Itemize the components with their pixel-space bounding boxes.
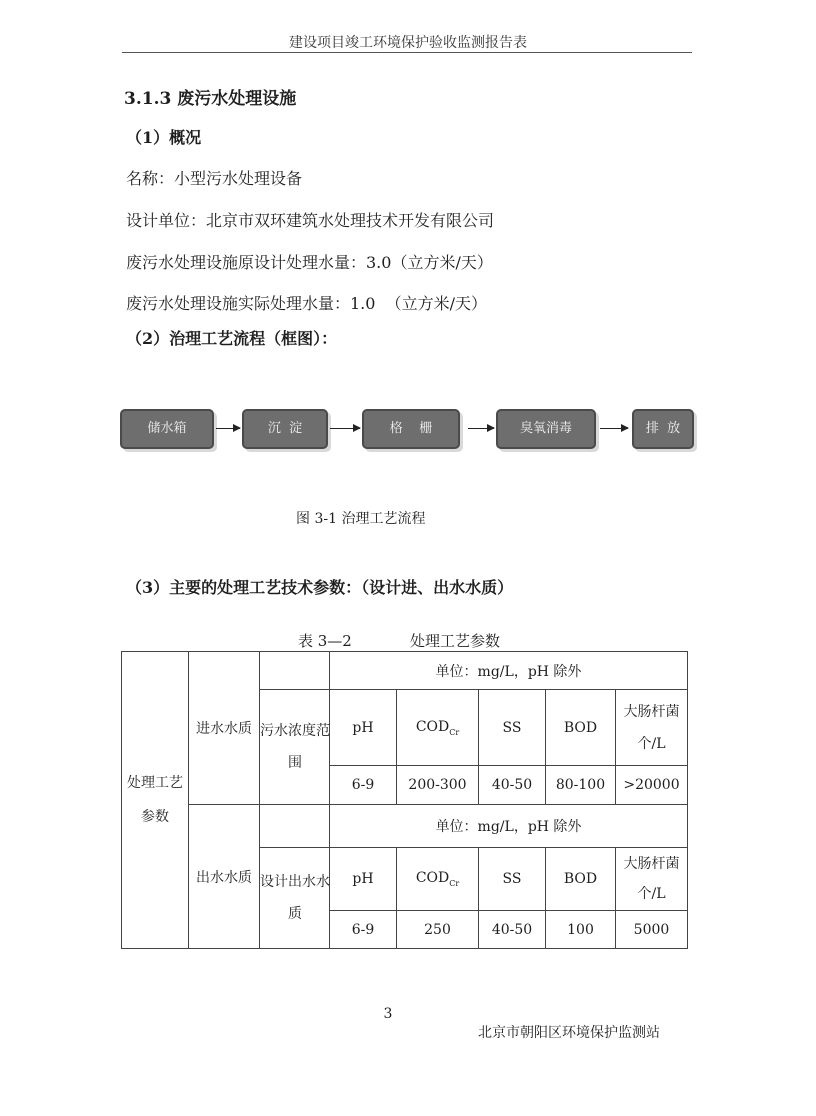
flow-step-sedimentation: 沉 淀	[242, 409, 328, 449]
flow-arrow	[600, 428, 628, 429]
page-number: 3	[383, 1006, 393, 1022]
facility-name-line: 名称：小型污水处理设备	[126, 169, 303, 188]
params-heading: （3）主要的处理工艺技术参数：（设计进、出水水质）	[126, 578, 514, 597]
outflow-label-cell: 出水水质	[189, 805, 260, 949]
flow-step-ozone-disinfection: 臭氧消毒	[496, 409, 596, 449]
column-header: SS	[479, 690, 546, 766]
flow-arrow	[330, 428, 360, 429]
row-header-text: 处理工艺参数	[127, 775, 183, 825]
table-cell: 40-50	[479, 911, 546, 949]
unit-note-outflow: 单位：mg/L，pH 除外	[330, 805, 688, 848]
flow-arrow	[468, 428, 494, 429]
overview-heading: （1）概况	[126, 128, 202, 147]
table-cell: 80-100	[546, 766, 616, 805]
design-capacity-line: 废污水处理设施原设计处理水量：3.0（立方米/天）	[126, 253, 493, 272]
flow-step-grating: 格 栅	[362, 409, 460, 449]
inflow-sublabel-cell	[260, 690, 330, 805]
column-header-ecoli	[616, 848, 688, 911]
table-cell: 5000	[616, 911, 688, 949]
table-title: 处理工艺参数	[410, 632, 501, 650]
flow-step-discharge: 排 放	[632, 409, 694, 449]
cod-subscript: Cr	[449, 878, 460, 888]
table-cell: 40-50	[479, 766, 546, 805]
table-cell: >20000	[616, 766, 688, 805]
cod-label: COD	[415, 718, 450, 735]
table-cell: 6-9	[330, 766, 397, 805]
process-heading: （2）治理工艺流程（框图）：	[126, 329, 338, 348]
flow-step-storage-tank: 储水箱	[120, 409, 214, 449]
unit-note-inflow: 单位：mg/L，pH 除外	[330, 652, 688, 690]
figure-caption: 图 3-1 治理工艺流程	[296, 511, 426, 527]
inflow-sublabel: 污水浓度范围	[260, 723, 330, 771]
column-header: BOD	[546, 690, 616, 766]
page-header-title: 建设项目竣工环境保护验收监测报告表	[289, 35, 527, 51]
actual-capacity-line: 废污水处理设施实际处理水量：1.0 （立方米/天）	[126, 294, 488, 313]
cod-label: COD	[415, 870, 450, 887]
section-heading: 3.1.3 废污水处理设施	[124, 89, 297, 109]
row-header-cell	[122, 652, 189, 949]
cod-subscript: Cr	[449, 727, 460, 737]
header-divider	[122, 52, 692, 53]
column-header: pH	[330, 848, 397, 911]
design-unit-line: 设计单位：北京市双环建筑水处理技术开发有限公司	[126, 211, 495, 230]
footer-organization: 北京市朝阳区环境保护监测站	[478, 1025, 660, 1041]
table-cell: 6-9	[330, 911, 397, 949]
flow-arrow	[216, 428, 240, 429]
table-cell: 250	[397, 911, 479, 949]
column-header: pH	[330, 690, 397, 766]
table-cell: 100	[546, 911, 616, 949]
empty-cell	[260, 805, 330, 848]
column-header-cod	[397, 848, 479, 911]
ecoli-header-text: 大肠杆菌个/L	[623, 703, 680, 752]
table-cell: 200-300	[397, 766, 479, 805]
column-header-cod	[397, 690, 479, 766]
table-label: 表 3—2	[298, 632, 352, 650]
column-header: BOD	[546, 848, 616, 911]
inflow-label-cell: 进水水质	[189, 652, 260, 805]
column-header: SS	[479, 848, 546, 911]
process-parameters-table	[121, 651, 688, 949]
column-header-ecoli	[616, 690, 688, 766]
ecoli-header-text: 大肠杆菌个/L	[623, 856, 680, 902]
outflow-sublabel: 设计出水水质	[260, 874, 330, 922]
outflow-sublabel-cell	[260, 848, 330, 949]
empty-cell	[260, 652, 330, 690]
